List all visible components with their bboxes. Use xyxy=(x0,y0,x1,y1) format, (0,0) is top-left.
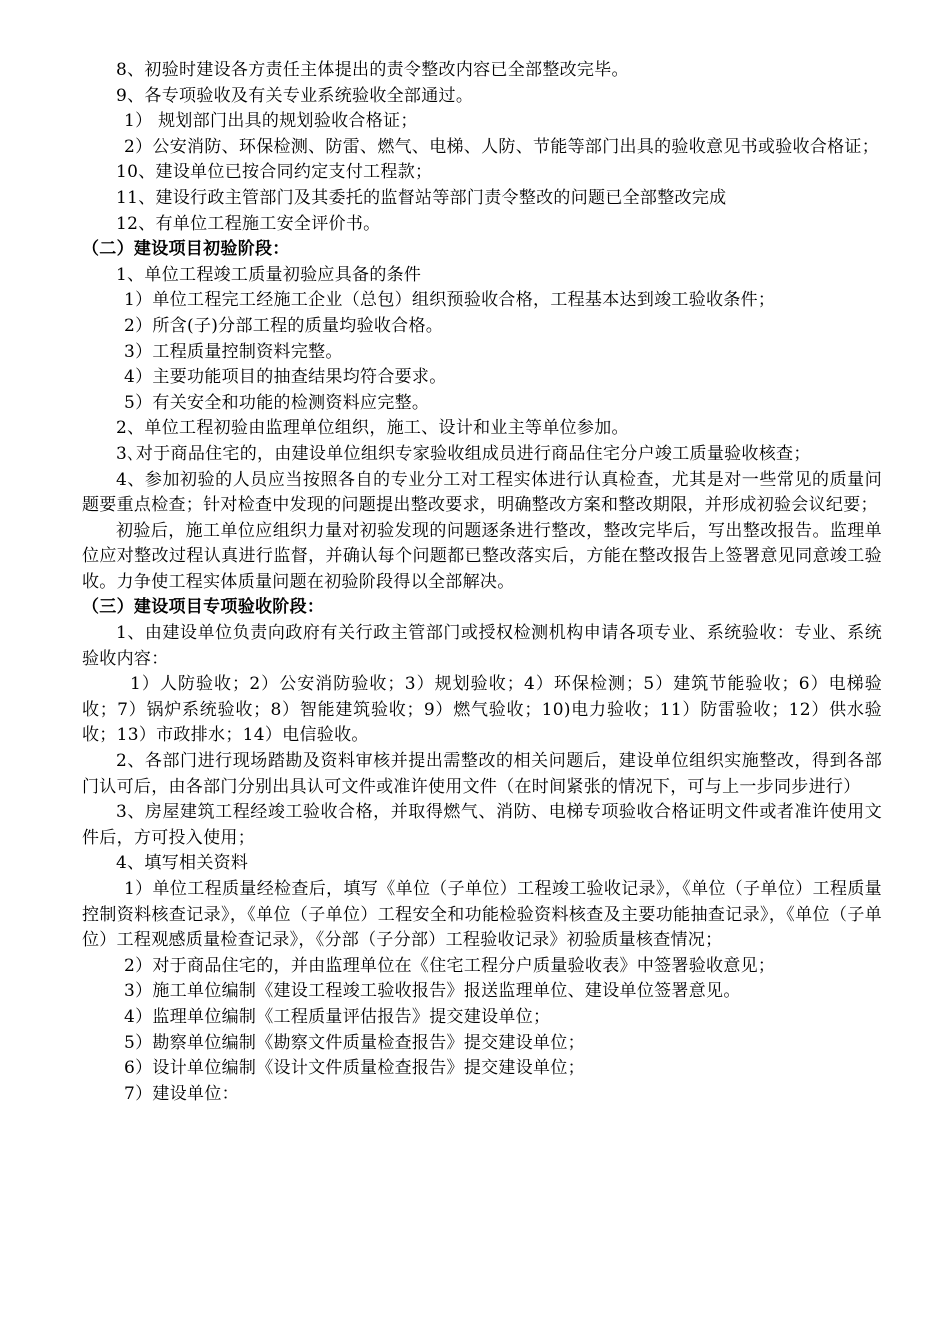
list-item: 2）对于商品住宅的，并由监理单位在《住宅工程分户质量验收表》中签署验收意见； xyxy=(124,955,776,976)
section-heading: （二）建设项目初验阶段： xyxy=(82,239,290,260)
list-item: 1）人防验收；2）公安消防验收；3）规划验收；4）环保检测；5）建筑节能验收；6）电梯验收；7）锅炉系统验收；8）智能建筑验收；9）燃气验收；10)电力验收；11）防雷验收；12）供水验收；13）市政排水；14）电信验收。 xyxy=(82,674,882,746)
list-item: 3）施工单位编制《建设工程竣工验收报告》报送监理单位、建设单位签署意见。 xyxy=(124,981,741,1002)
paragraph: 2、各部门进行现场踏勘及资料审核并提出需整改的相关问题后，建设单位组织实施整改，得到各部门认可后，由各部门分别出具认可文件或准许使用文件（在时间紧张的情况下，可与上一步同步进行） xyxy=(82,751,882,797)
paragraph: 11、建设行政主管部门及其委托的监督站等部门责令整改的问题已全部整改完成 xyxy=(116,187,727,208)
list-item: 2）所含(子)分部工程的质量均验收合格。 xyxy=(124,315,444,336)
paragraph: 10、建设单位已按合同约定支付工程款； xyxy=(116,162,433,183)
paragraph: 1、由建设单位负责向政府有关行政主管部门或授权检测机构申请各项专业、系统验收：专业、系统验收内容： xyxy=(82,623,882,669)
section-heading: （三）建设项目专项验收阶段： xyxy=(82,597,325,618)
paragraph: 8、初验时建设各方责任主体提出的责令整改内容已全部整改完毕。 xyxy=(116,60,629,80)
list-item: 3）工程质量控制资料完整。 xyxy=(124,341,343,362)
list-item: 7）建设单位： xyxy=(124,1083,239,1104)
list-item: 1） 规划部门出具的规划验收合格证； xyxy=(124,111,418,132)
paragraph: 3､对于商品住宅的，由建设单位组织专家验收组成员进行商品住宅分户竣工质量验收核查； xyxy=(116,443,811,464)
list-item: 4）主要功能项目的抽查结果均符合要求。 xyxy=(124,367,447,388)
list-item: 4）监理单位编制《工程质量评估报告》提交建设单位； xyxy=(124,1006,551,1027)
list-item: 6）设计单位编制《设计文件质量检查报告》提交建设单位； xyxy=(124,1058,585,1079)
document-body xyxy=(82,58,882,1107)
list-item: 1）单位工程质量经检查后，填写《单位（子单位）工程竣工验收记录》，《单位（子单位）工程质量控制资料核查记录》，《单位（子单位）工程安全和功能检验资料核查及主要功能抽查记录》，《单位（子单位）工程观感质量检查记录》，《分部（子分部）工程验收记录》初验质量核查情况； xyxy=(82,879,882,951)
paragraph: 初验后，施工单位应组织力量对初验发现的问题逐条进行整改，整改完毕后，写出整改报告。监理单位应对整改过程认真进行监督，并确认每个问题都已整改落实后，方能在整改报告上签署意见同意竣工验收。力争使工程实体质量问题在初验阶段得以全部解决。 xyxy=(82,520,882,592)
list-item: 1）单位工程完工经施工企业（总包）组织预验收合格，工程基本达到竣工验收条件； xyxy=(124,290,776,311)
paragraph: 3、房屋建筑工程经竣工验收合格，并取得燃气、消防、电梯专项验收合格证明文件或者准许使用文件后，方可投入使用； xyxy=(82,802,882,848)
paragraph: 2、单位工程初验由监理单位组织，施工、设计和业主等单位参加。 xyxy=(116,418,629,439)
paragraph: 12、有单位工程施工安全评价书。 xyxy=(116,213,381,234)
list-item: 5）有关安全和功能的检测资料应完整。 xyxy=(124,392,430,413)
paragraph: 4、参加初验的人员应当按照各自的专业分工对工程实体进行认真检查，尤其是对一些常见的质量问题要重点检查；针对检查中发现的问题提出整改要求，明确整改方案和整改期限，并形成初验会议纪要； xyxy=(82,469,882,516)
paragraph: 9、各专项验收及有关专业系统验收全部通过。 xyxy=(116,85,474,106)
list-item: 2）公安消防、环保检测、防雷、燃气、电梯、人防、节能等部门出具的验收意见书或验收合格证； xyxy=(124,136,880,157)
paragraph: 4、填写相关资料 xyxy=(116,853,249,874)
paragraph: 1、单位工程竣工质量初验应具备的条件 xyxy=(116,264,422,285)
list-item: 5）勘察单位编制《勘察文件质量检查报告》提交建设单位； xyxy=(124,1032,585,1053)
